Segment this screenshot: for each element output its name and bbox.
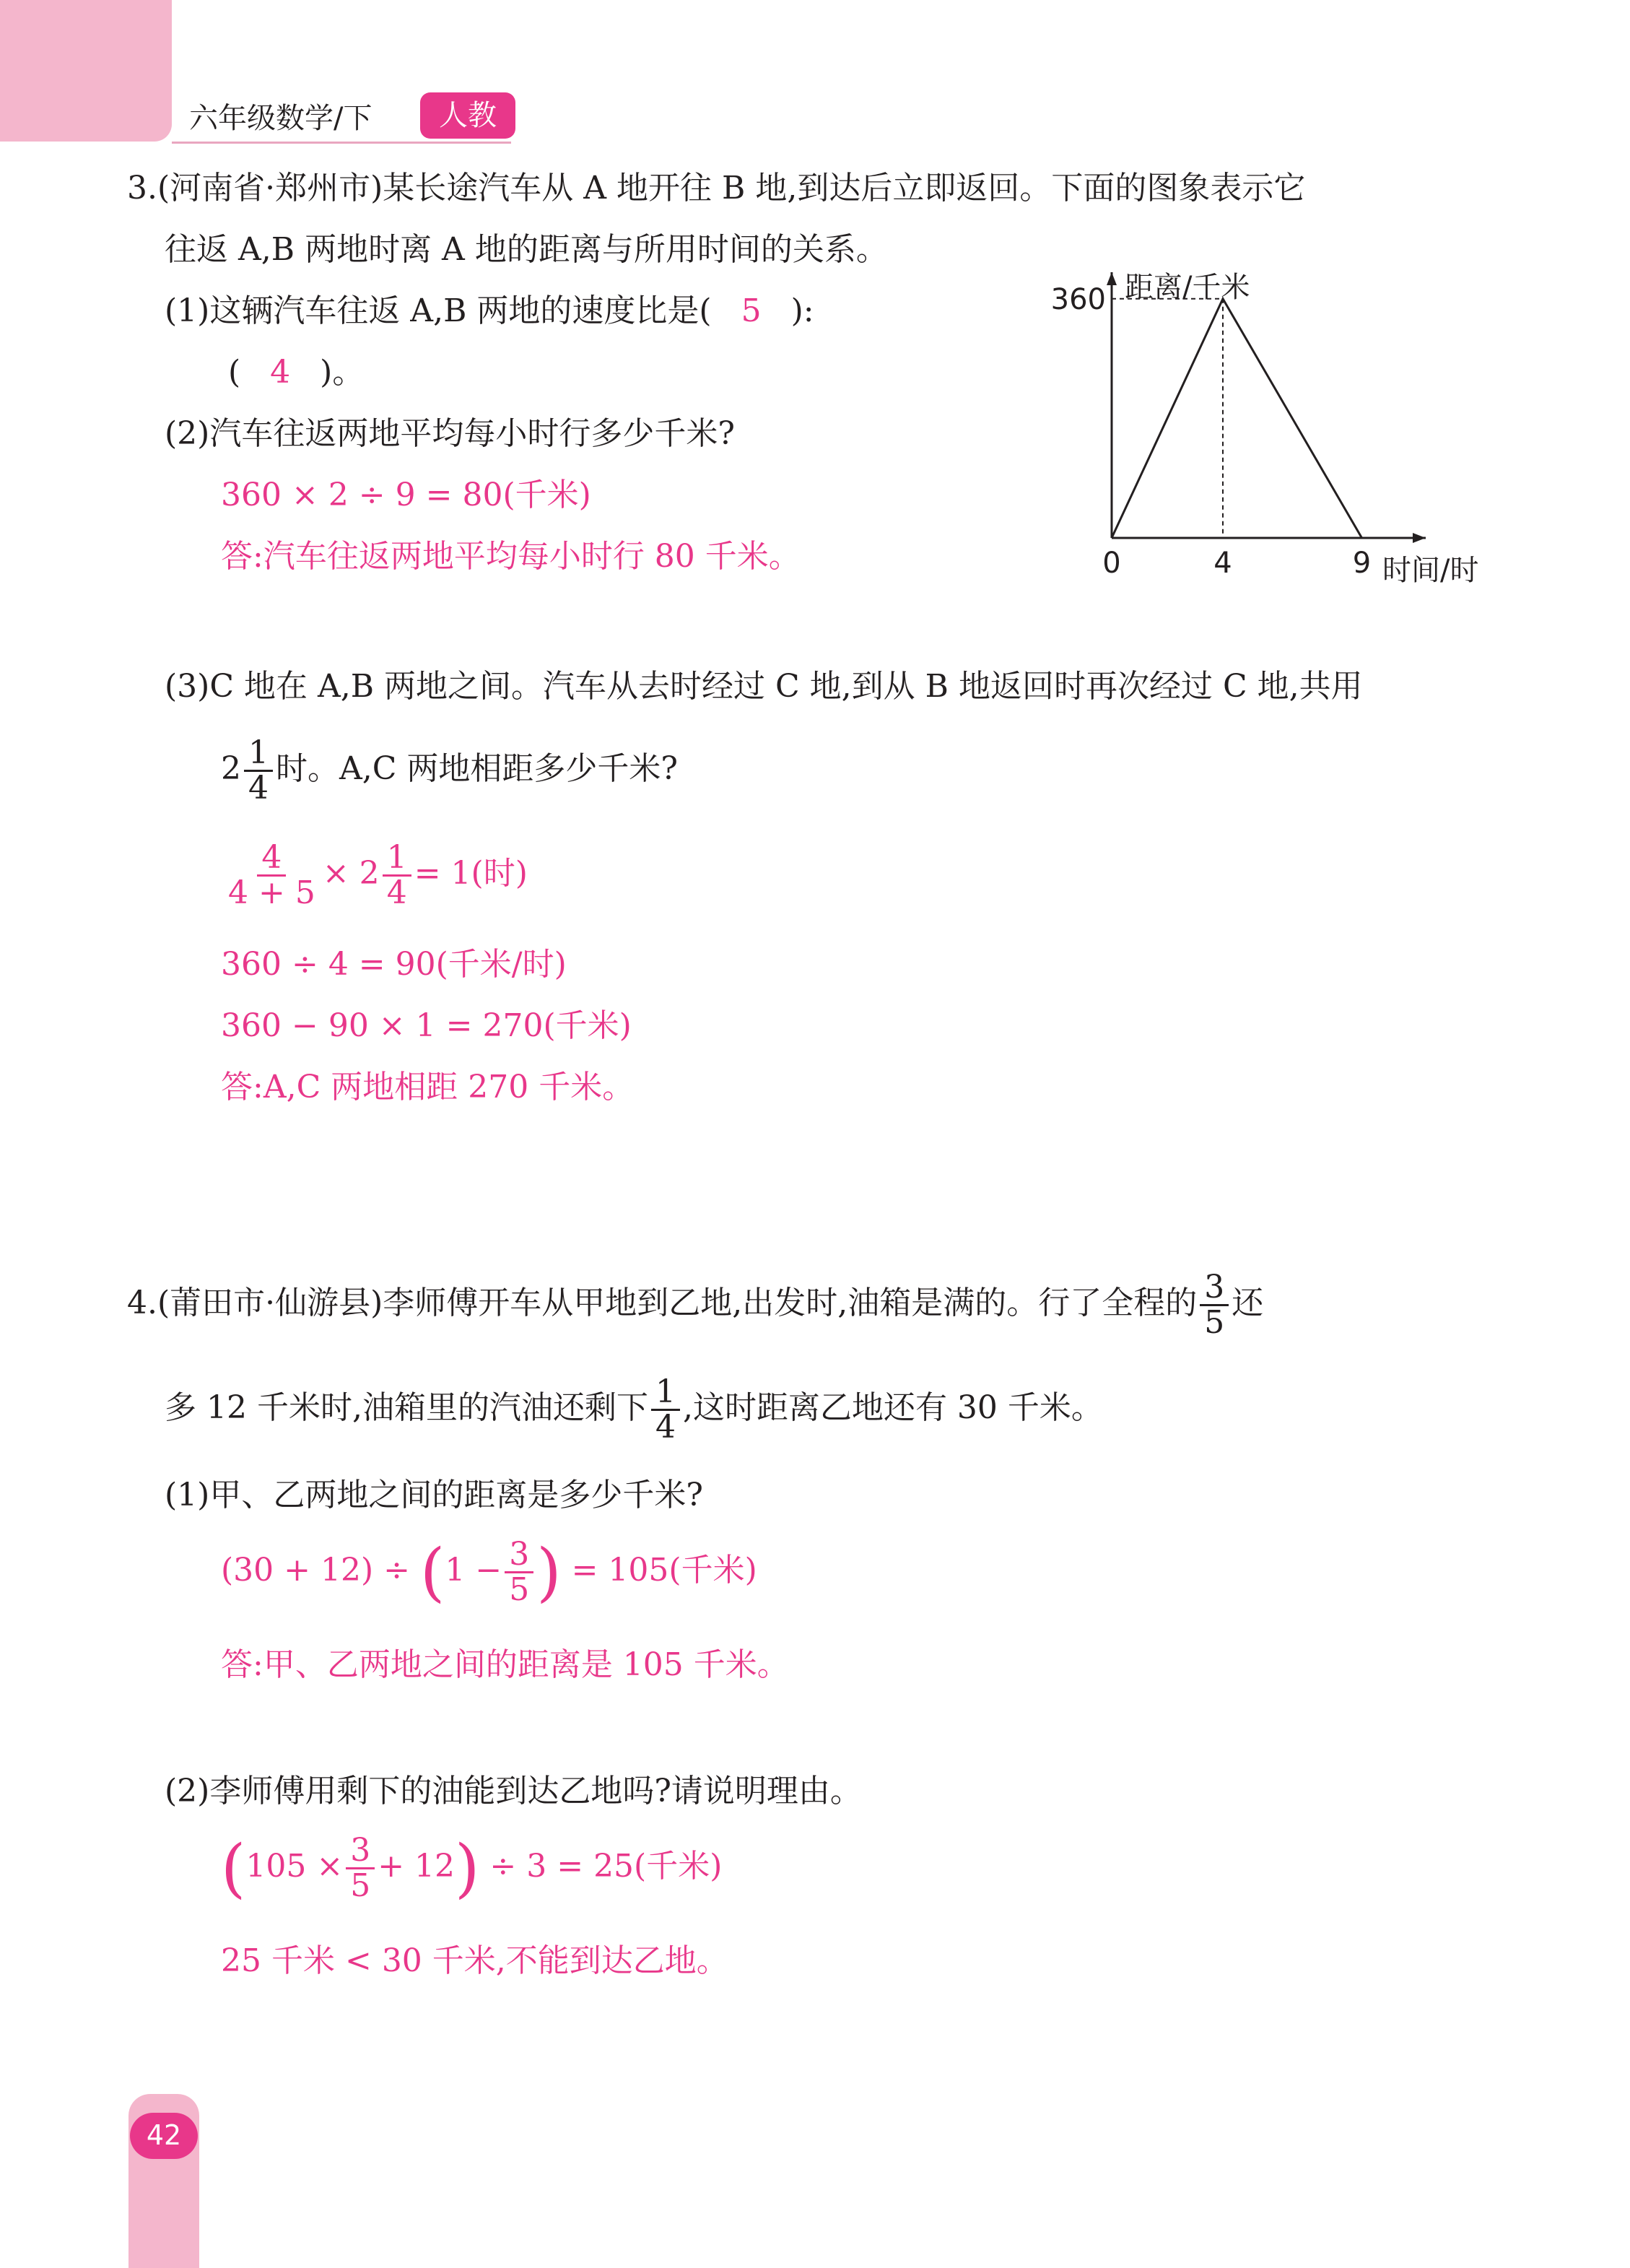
header-title: 六年级数学/下: [189, 102, 372, 135]
q3-calc1: [221, 841, 528, 910]
p1-calc-fraction: [505, 1538, 533, 1607]
p2-calc-result: ÷ 3 = 25(千米): [489, 1848, 723, 1885]
p2-calc-pre: 105 ×: [245, 1848, 344, 1885]
q3-stem-line2: 往返 A,B 两地时离 A 地的距离与所用时间的关系。: [165, 231, 888, 268]
p1-calc-one: 1 −: [445, 1552, 502, 1589]
q3-part1-open: (: [228, 354, 241, 391]
q4-part1-answer: 答:甲、乙两地之间的距离是 105 千米。: [221, 1646, 789, 1683]
q3-calc3: 360 − 90 × 1 = 270(千米): [221, 1007, 632, 1044]
p1-calc-pre: (30 + 12) ÷: [221, 1552, 411, 1589]
fraction-denominator: 4: [386, 874, 407, 912]
chart-layer: [1051, 271, 1479, 587]
paren-open-icon: (: [420, 1534, 445, 1609]
q4-part1-calc: [221, 1534, 757, 1609]
q3-part1-mid: ):: [790, 292, 814, 329]
x-tick-label: 0: [1102, 547, 1121, 580]
fraction-denominator: 4: [248, 770, 269, 807]
q3-part1-answer1: 5: [741, 292, 762, 329]
q4-stem2-post: ,这时距离乙地还有 30 千米。: [682, 1389, 1103, 1427]
x-axis-arrow-icon: [1413, 533, 1426, 543]
q4-stem-line1: [127, 1269, 1264, 1342]
paren-close-icon: ): [455, 1830, 480, 1906]
fraction-denominator: 4 + 5: [228, 874, 315, 912]
q3-part1-line: [165, 292, 814, 331]
fraction-numerator: 3: [346, 1834, 375, 1869]
q3-stem-line1: 3.(河南省·郑州市)某长途汽车从 A 地开往 B 地,到达后立即返回。下面的图象表示它: [127, 170, 1306, 207]
q3-part1-text: (1)这辆汽车往返 A,B 两地的速度比是(: [165, 292, 712, 329]
q3-part3-whole: 2: [221, 750, 241, 788]
q3-part3-fraction: [244, 734, 273, 807]
q3-part2-answer: 答:汽车往返两地平均每小时行 80 千米。: [221, 538, 801, 575]
fraction-numerator: 1: [651, 1376, 680, 1411]
x-axis-label: 时间/时: [1382, 554, 1479, 587]
q4-stem-pre: 4.(莆田市·仙游县)李师傅开车从甲地到乙地,出发时,油箱是满的。行了全程的: [127, 1285, 1198, 1322]
fraction-numerator: 3: [1200, 1271, 1229, 1306]
page-number: 42: [146, 2119, 182, 2151]
paren-close-icon: ): [536, 1534, 562, 1609]
y-tick-label: 360: [1050, 282, 1106, 316]
q4-stem2-pre: 多 12 千米时,油箱里的汽油还剩下: [165, 1389, 648, 1427]
q3-part3-rest: 时。A,C 两地相距多少千米?: [276, 750, 679, 788]
header-badge: 人教: [420, 92, 515, 139]
q3-part1-line2: [228, 354, 364, 392]
x-tick-label: 4: [1213, 547, 1232, 580]
q4-stem-fraction2: [651, 1373, 680, 1446]
q4-part2-answer: 25 千米 < 30 千米,不能到达乙地。: [221, 1942, 728, 1979]
p1-calc-result: = 105(千米): [571, 1552, 757, 1589]
corner-tab: [0, 0, 172, 142]
header-rule: [172, 142, 511, 144]
fraction-denominator: 5: [509, 1571, 530, 1609]
fraction-denominator: 5: [350, 1867, 371, 1905]
calc1-mul: × 2: [322, 855, 380, 892]
y-axis-arrow-icon: [1107, 272, 1117, 285]
fraction-numerator: 3: [505, 1538, 533, 1573]
fraction-numerator: 1: [244, 737, 273, 772]
q3-part3-line2: [221, 734, 679, 807]
distance-series-line: [1112, 299, 1362, 538]
fraction-denominator: 5: [1204, 1304, 1225, 1342]
y-axis-label: 距离/千米: [1125, 271, 1250, 304]
q3-part3-line1: (3)C 地在 A,B 两地之间。汽车从去时经过 C 地,到从 B 地返回时再次经过 C 地,共用: [165, 668, 1363, 705]
fraction-numerator: 1: [383, 841, 411, 877]
x-tick-label: 9: [1352, 547, 1372, 580]
q3-part2-calc: 360 × 2 ÷ 9 = 80(千米): [221, 477, 591, 513]
q4-part1-text: (1)甲、乙两地之间的距离是多少千米?: [165, 1477, 703, 1513]
fraction-numerator: 4: [257, 841, 286, 877]
q3-part2-text: (2)汽车往返两地平均每小时行多少千米?: [165, 415, 735, 452]
q4-stem-line2: [165, 1373, 1103, 1446]
q4-part2-calc: [221, 1830, 723, 1906]
q3-part1-close: )。: [320, 354, 365, 391]
q4-stem-post: 还: [1232, 1285, 1264, 1322]
p2-calc-fraction: [346, 1834, 375, 1903]
calc1-result: = 1(时): [414, 855, 528, 892]
fraction-denominator: 4: [655, 1409, 676, 1446]
q3-answer: 答:A,C 两地相距 270 千米。: [221, 1069, 635, 1105]
paren-open-icon: (: [221, 1830, 246, 1906]
q4-stem-fraction1: [1200, 1269, 1229, 1342]
p2-calc-plus: + 12: [378, 1848, 456, 1885]
q3-calc2: 360 ÷ 4 = 90(千米/时): [221, 946, 567, 983]
calc1-fraction: [224, 841, 320, 910]
q3-part1-answer2: 4: [270, 354, 291, 391]
q4-part2-text: (2)李师傅用剩下的油能到达乙地吗?请说明理由。: [165, 1773, 862, 1809]
distance-time-chart: [1050, 271, 1509, 596]
calc1-fraction2: [383, 841, 411, 910]
